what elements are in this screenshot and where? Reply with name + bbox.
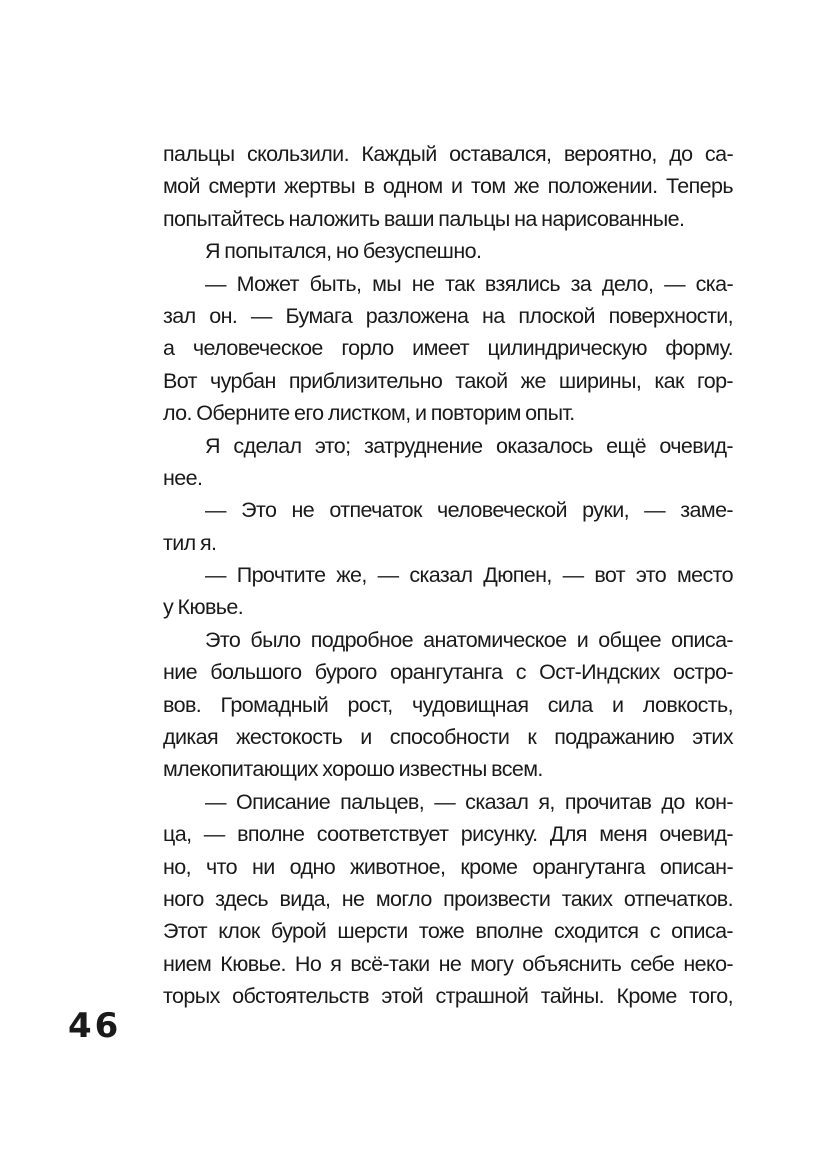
text-line: Это было подробное анатомическое и общее описа- (205, 627, 733, 652)
text-line: мой смерти жертвы в одном и том же положении. Теперь (163, 174, 733, 199)
text-line: Вот чурбан приблизительно такой же ширины, как гор- (163, 368, 733, 393)
text-line: — Может быть, мы не так взялись за дело, — ска- (205, 271, 733, 296)
text-line: нием Кювье. Но я всё-таки не могу объяснить себе неко- (163, 951, 733, 976)
text-line: млекопитающих хорошо известны всем. (163, 757, 543, 782)
text-line: ние большого бурого орангутанга с Ост-Индских остро- (163, 660, 733, 685)
text-line: Я сделал это; затруднение оказалось ещё очевид- (205, 433, 733, 458)
text-line: но, что ни одно животное, кроме орангутанга описан- (163, 854, 733, 879)
text-line: пальцы скользили. Каждый оставался, вероятно, до са- (163, 142, 733, 166)
text-line: ца, — вполне соответствует рисунку. Для меня очевид- (163, 822, 733, 847)
text-line: торых обстоятельств этой страшной тайны. Кроме того, (163, 984, 733, 1009)
text-line: Я попытался, но безуспешно. (205, 239, 482, 264)
text-line: дикая жестокость и способности к подражанию этих (163, 725, 733, 750)
text-line: зал он. — Бумага разложена на плоской поверхности, (163, 303, 733, 328)
text-line: вов. Громадный рост, чудовищная сила и ловкость, (163, 692, 733, 717)
text-line: — Описание пальцев, — сказал я, прочитав до кон- (205, 789, 733, 814)
text-line: — Это не отпечаток человеческой руки, — заме- (205, 498, 733, 523)
text-line: тил я. (163, 530, 217, 555)
text-line: нее. (163, 465, 203, 490)
text-line: а человеческое горло имеет цилиндрическую форму. (163, 336, 733, 361)
text-line: — Прочтите же, — сказал Дюпен, — вот это место (205, 563, 733, 588)
body-text (163, 138, 733, 1013)
text-line: ло. Оберните его листком, и повторим опыт. (163, 401, 575, 426)
text-line: у Кювье. (163, 595, 244, 620)
page-number: 46 (68, 1006, 122, 1046)
text-line: Этот клок бурой шерсти тоже вполне сходится с описа- (163, 919, 733, 944)
text-line: ного здесь вида, не могло произвести таких отпечатков. (163, 886, 733, 911)
text-line: попытайтесь наложить ваши пальцы на нарисованные. (163, 206, 685, 231)
